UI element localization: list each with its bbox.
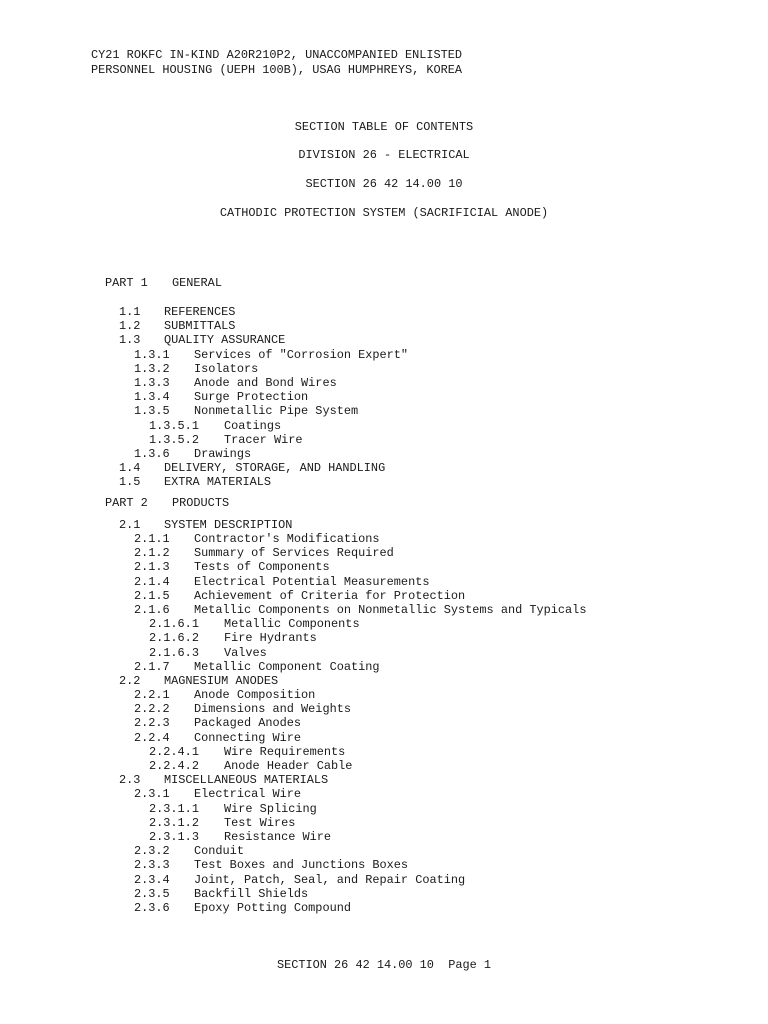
toc-entry-title: Electrical Potential Measurements	[194, 574, 430, 589]
toc-entry-title: Anode Header Cable	[224, 759, 353, 774]
toc-entry-number: 2.2.4.2	[149, 759, 199, 774]
toc-entry-title: Anode Composition	[194, 688, 316, 703]
toc-entry-number: 2.2.3	[134, 716, 170, 731]
toc-entry-title: Surge Protection	[194, 390, 309, 405]
toc-entry-title: MISCELLANEOUS MATERIALS	[164, 773, 329, 788]
toc-entry-title: QUALITY ASSURANCE	[164, 333, 286, 348]
toc-entry-title: Backfill Shields	[194, 886, 309, 901]
toc-entry-title: REFERENCES	[164, 305, 236, 319]
toc-entry-number: 1.3.5.1	[149, 418, 199, 433]
toc-entry-title: Wire Requirements	[224, 744, 346, 759]
division-heading: DIVISION 26 - ELECTRICAL	[298, 148, 470, 162]
header-line-2: PERSONNEL HOUSING (UEPH 100B), USAG HUMPHREYS, KOREA	[91, 63, 463, 77]
toc-entry-number: 1.3.5.2	[149, 432, 199, 447]
toc-entry-number: 1.3.2	[134, 361, 170, 376]
toc-entry-title: Connecting Wire	[194, 730, 302, 745]
toc-entry-title: Test Boxes and Junctions Boxes	[194, 858, 409, 873]
toc-entry-title: Metallic Components on Nonmetallic Systems and Typicals	[194, 602, 587, 617]
toc-entry-title: SUBMITTALS	[164, 319, 236, 334]
toc-entry-title: Tests of Components	[194, 560, 330, 575]
toc-entry-number: 2.1.6.2	[149, 631, 199, 646]
toc-entry-number: 2.3.2	[134, 844, 170, 859]
toc-entry-title: Isolators	[194, 361, 259, 376]
toc-entry-number: 2.3.6	[134, 900, 170, 915]
toc-entry-title: Fire Hydrants	[224, 631, 317, 646]
toc-entry-number: 2.2	[119, 673, 141, 688]
part-1-heading	[105, 276, 222, 290]
toc-entry-number: 1.3.6	[134, 446, 170, 461]
toc-entry-title: Resistance Wire	[224, 829, 332, 844]
toc-entry-number: 2.3.1	[134, 787, 170, 802]
toc-entry-title: Achievement of Criteria for Protection	[194, 588, 466, 603]
toc-entry-title: Anode and Bond Wires	[194, 375, 337, 390]
toc-entry-number: 2.1.5	[134, 588, 170, 603]
toc-entry-number: 2.3.4	[134, 872, 170, 887]
toc-entry-title: Wire Splicing	[224, 801, 317, 816]
toc-entry-title: Joint, Patch, Seal, and Repair Coating	[194, 872, 466, 887]
toc-entry-number: 2.1.3	[134, 560, 170, 575]
toc-entry-number: 2.3	[119, 773, 141, 788]
toc-entry-title: Valves	[224, 645, 267, 660]
toc-entry-title: Coatings	[224, 418, 282, 433]
document-header	[91, 48, 462, 78]
toc-entry-title: Contractor's Modifications	[194, 532, 380, 547]
toc-entry-title: Metallic Component Coating	[194, 659, 380, 674]
toc-entry-number: 1.5	[119, 475, 141, 490]
page-footer: SECTION 26 42 14.00 10 Page 1	[276, 958, 492, 972]
toc-entry-number: 1.4	[119, 461, 141, 476]
toc-entry-number: 1.3.5	[134, 404, 170, 419]
toc-entry-title: Packaged Anodes	[194, 716, 302, 731]
toc-entry-title: Test Wires	[224, 815, 296, 830]
toc-entry-number: 2.2.1	[134, 688, 170, 703]
toc-entry-title: MAGNESIUM ANODES	[164, 673, 279, 688]
toc-entry-title: Summary of Services Required	[194, 546, 394, 561]
toc-entry-title: DELIVERY, STORAGE, AND HANDLING	[164, 461, 386, 476]
toc-entry-number: 1.1	[119, 305, 141, 319]
toc-entry-title: Nonmetallic Pipe System	[194, 404, 359, 419]
toc-entry-title: Drawings	[194, 446, 252, 461]
part-1-title: GENERAL	[172, 276, 222, 290]
toc-entry-number: 2.1.2	[134, 546, 170, 561]
part-2-number: PART 2	[105, 496, 148, 511]
part-2-title: PRODUCTS	[172, 496, 230, 511]
toc-entry-number: 1.3.1	[134, 347, 170, 362]
toc-entry-number: 2.3.3	[134, 858, 170, 873]
toc-entry-number: 2.3.1.1	[149, 801, 199, 816]
toc-entry-number: 2.1.6.1	[149, 617, 199, 632]
toc-entry-number: 2.3.5	[134, 886, 170, 901]
toc-entry-number: 2.1.6.3	[149, 645, 199, 660]
toc-entry-title: Services of "Corrosion Expert"	[194, 347, 409, 362]
toc-entry-number: 2.2.2	[134, 702, 170, 717]
part-2-heading	[105, 496, 229, 510]
toc-entry-title: Conduit	[194, 844, 244, 859]
toc-entry-number: 2.1.7	[134, 659, 170, 674]
toc-entry-number: 1.2	[119, 319, 141, 334]
toc-entry-number: 1.3.3	[134, 375, 170, 390]
toc-entry-number: 1.3.4	[134, 390, 170, 405]
toc-entry-title: Dimensions and Weights	[194, 702, 351, 717]
header-line-1: CY21 ROKFC IN-KIND A20R210P2, UNACCOMPANIED ENLISTED	[91, 48, 463, 62]
section-title: CATHODIC PROTECTION SYSTEM (SACRIFICIAL ANODE)	[219, 206, 549, 220]
toc-entry-number: 2.2.4.1	[149, 744, 199, 759]
toc-entry-title: EXTRA MATERIALS	[164, 475, 272, 490]
toc-entry-title: SYSTEM DESCRIPTION	[164, 517, 293, 532]
toc-entry-title: Tracer Wire	[224, 432, 303, 447]
toc-entry-number: 2.1.4	[134, 574, 170, 589]
toc-entry-number: 2.3.1.2	[149, 815, 199, 830]
toc-entry-title: Electrical Wire	[194, 787, 302, 802]
toc-entry-number: 2.3.1.3	[149, 829, 199, 844]
toc-entry-number: 2.1.1	[134, 532, 170, 547]
toc-entry-number: 2.1	[119, 517, 141, 532]
toc-heading: SECTION TABLE OF CONTENTS	[294, 120, 474, 134]
part-1-number: PART 1	[105, 276, 148, 290]
toc-entry-number: 2.1.6	[134, 602, 170, 617]
toc-entry-number: 2.2.4	[134, 730, 170, 745]
toc-entry-title: Metallic Components	[224, 617, 360, 632]
section-number: SECTION 26 42 14.00 10	[305, 177, 463, 191]
toc-entry-number: 1.3	[119, 333, 141, 348]
toc-entry-title: Epoxy Potting Compound	[194, 900, 351, 915]
